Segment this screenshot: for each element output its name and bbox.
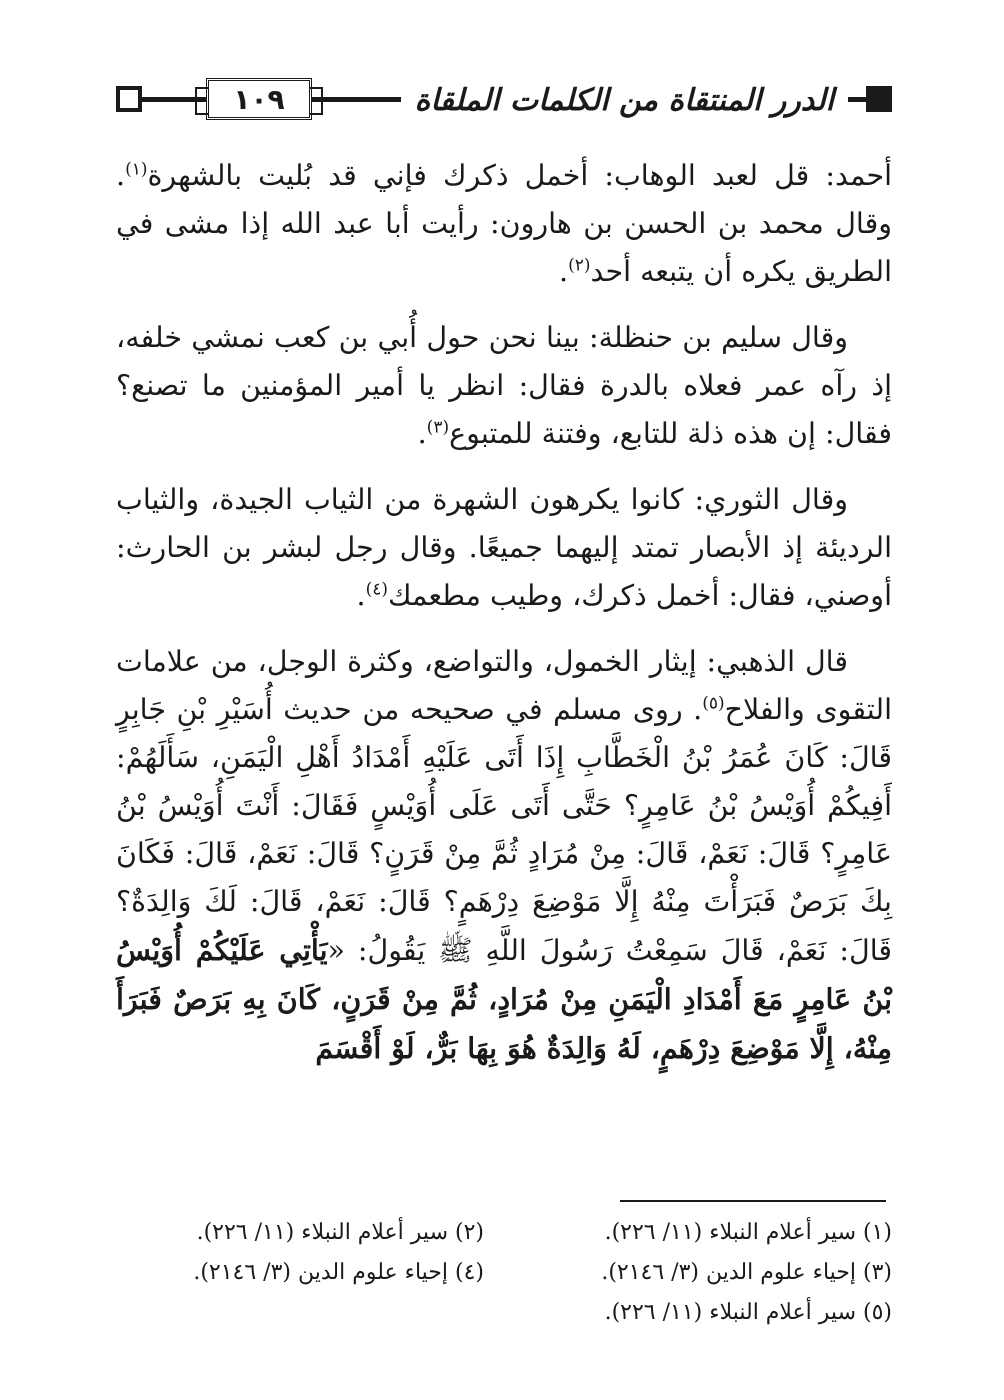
- footnote-3: (٣) إحياء علوم الدين (٣/ ٢١٤٦).: [601, 1260, 892, 1285]
- paragraph-p4: [116, 638, 892, 1073]
- footnote-separator: [620, 1200, 886, 1202]
- paragraph-p1: [116, 152, 892, 296]
- footnote-reference: (٢): [568, 255, 591, 276]
- text-segment: . روى مسلم في صحيحه من حديث أُسَيْرِ بْنِ جَابِرٍ قَالَ: كَانَ عُمَرُ بْنُ الْخَطَّابِ إِذَا أَتَى عَلَيْهِ أَمْدَادُ أَهْلِ الْيَمَنِ، سَأَلَهُمْ: أَفِيكُمْ أُوَيْسُ بْنُ عَامِرٍ؟ حَتَّى أَتَى عَلَى أُوَيْسٍ فَقَالَ: أَنْتَ أُوَيْسُ بْنُ عَامِرٍ؟ قَالَ: نَعَمْ، قَالَ: مِنْ مُرَادٍ ثُمَّ مِنْ قَرَنٍ؟ قَالَ: نَعَمْ، قَالَ: فَكَانَ بِكَ بَرَصٌ فَبَرَأْتَ مِنْهُ إِلَّا مَوْضِعَ دِرْهَمٍ؟ قَالَ: نَعَمْ، قَالَ: لَكَ وَالِدَةٌ؟ قَالَ: نَعَمْ، قَالَ سَمِعْتُ رَسُولَ اللَّهِ ﷺ يَقُولُ: «: [116, 693, 893, 967]
- book-title: الدرر المنتقاة من الكلمات الملقاة: [401, 78, 848, 122]
- text-segment: أحمد: قل لعبد الوهاب: أخمل ذكرك فإني قد بُليت بالشهرة: [147, 159, 892, 192]
- main-text: [116, 152, 892, 1091]
- paragraph-p2: [116, 314, 892, 458]
- running-header: [116, 78, 892, 122]
- header-left-square-ornament: [116, 86, 142, 112]
- page-number: ١٠٩: [206, 78, 312, 120]
- footnote-reference: (٣): [426, 417, 450, 438]
- hadith-text: يَأْتِي عَلَيْكُمْ أُوَيْسُ بْنُ عَامِرٍ مَعَ أَمْدَادِ الْيَمَنِ مِنْ مُرَادٍ، ثُمَّ مِنْ قَرَنٍ، كَانَ بِهِ بَرَصٌ فَبَرَأَ مِنْهُ، إِلَّا مَوْضِعَ دِرْهَمٍ، لَهُ وَالِدَةٌ هُوَ بِهَا بَرٌّ، لَوْ أَقْسَمَ: [116, 933, 892, 1065]
- text-segment: . وقال محمد بن الحسن بن هارون: رأيت أبا عبد الله إذا مشى في الطريق يكره أن يتبعه أحد: [116, 159, 892, 288]
- footnote-4: (٤) إحياء علوم الدين (٣/ ٢١٤٦).: [193, 1260, 484, 1285]
- footnotes: [116, 1216, 892, 1330]
- text-segment: وقال الثوري: كانوا يكرهون الشهرة من الثياب الجيدة، والثياب الرديئة إذ الأبصار تمتد إليهما جميعًا. وقال رجل لبشر بن الحارث: أوصني، فقال: أخمل ذكرك، وطيب مطعمك: [116, 483, 892, 612]
- header-right-square-ornament: [866, 86, 892, 112]
- paragraph-p3: [116, 476, 892, 620]
- footnote-1: (١) سير أعلام النبلاء (١١/ ٢٢٦).: [604, 1220, 892, 1245]
- text-segment: .: [559, 255, 569, 288]
- footnote-reference: (٥): [702, 693, 725, 714]
- footnote-5: (٥) سير أعلام النبلاء (١١/ ٢٢٦).: [604, 1300, 892, 1325]
- footnote-reference: (١): [125, 159, 148, 180]
- footnote-2: (٢) سير أعلام النبلاء (١١/ ٢٢٦).: [196, 1220, 484, 1245]
- footnote-reference: (٤): [365, 579, 389, 600]
- text-segment: وقال سليم بن حنظلة: بينا نحن حول أُبي بن كعب نمشي خلفه، إذ رآه عمر فعلاه بالدرة فقال: انظر يا أمير المؤمنين ما تصنع؟ فقال: إن هذه ذلة للتابع، وفتنة للمتبوع: [116, 321, 892, 450]
- text-segment: .: [417, 417, 427, 450]
- text-segment: .: [356, 579, 366, 612]
- text-segment: قال الذهبي: إيثار الخمول، والتواضع، وكثرة الوجل، من علامات التقوى والفلاح: [116, 645, 892, 726]
